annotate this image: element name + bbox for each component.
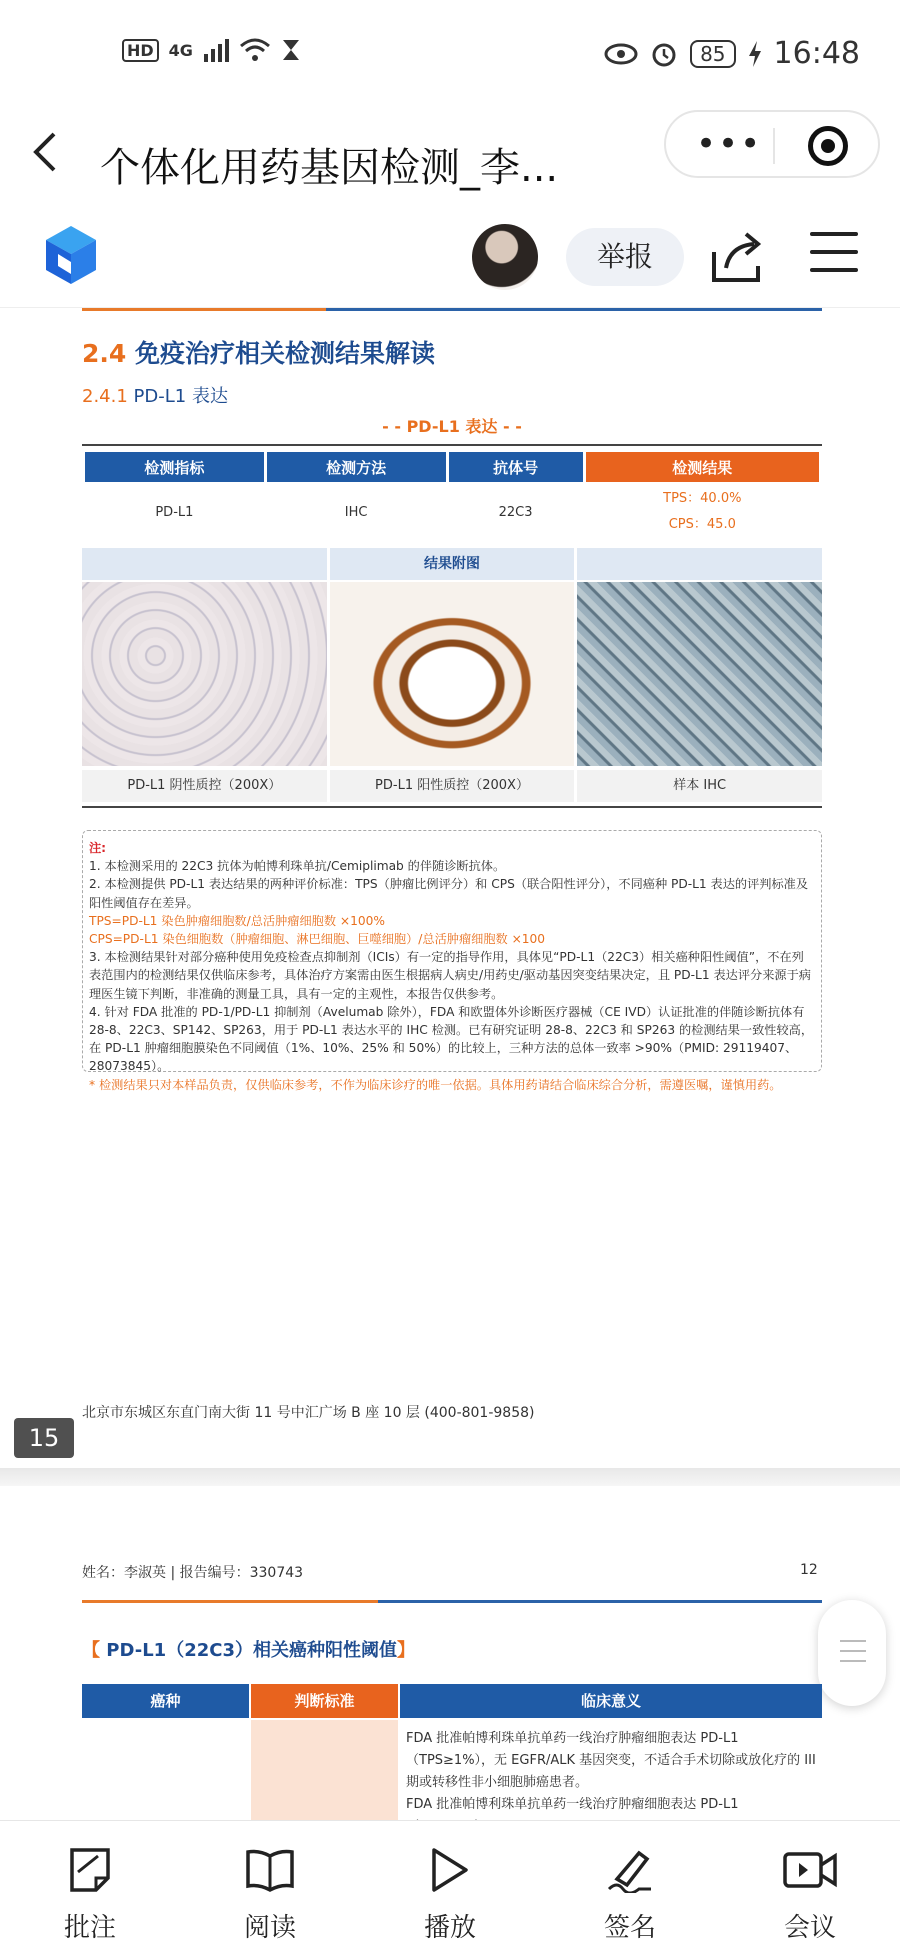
table-header: 抗体号: [449, 452, 583, 482]
bottom-toolbar: [0, 1820, 900, 1950]
cps-formula: CPS=PD-L1 染色细胞数（肿瘤细胞、淋巴细胞、巨噬细胞）/总活肿瘤细胞数 ×100: [89, 932, 546, 947]
hd-badge: HD: [122, 39, 159, 62]
status-right: [604, 36, 860, 71]
table-header: 癌种: [82, 1684, 249, 1718]
subsection-number: 2.4.1: [82, 386, 128, 407]
hourglass-icon: [281, 38, 301, 62]
page-separator: [0, 1468, 900, 1486]
clinical-text: FDA 批准帕博利珠单抗单药一线治疗肿瘤细胞表达 PD-L1（TPS≥1%），无 EGFR/ALK 基因突变，不适合手术切除或放化疗的 III 期或转移性非小细胞肺癌患者。: [406, 1731, 816, 1790]
page2-number: 12: [800, 1562, 818, 1578]
status-bar: [0, 0, 900, 110]
page-number-badge: 15: [14, 1418, 74, 1458]
toolbar-label: 播放: [423, 1913, 476, 1943]
table-header: 判断标准: [251, 1684, 398, 1718]
page-title: 个体化用药基因检测_李...: [100, 145, 559, 191]
page2-title-text: PD-L1（22C3）相关癌种阳性阈值: [100, 1640, 397, 1661]
battery-level: 85: [690, 40, 735, 68]
table-row: [85, 482, 819, 542]
figure-images: [82, 582, 822, 766]
cps-result: CPS：45.0: [668, 517, 736, 532]
result-cell: [586, 482, 819, 542]
title-bar: [0, 110, 900, 210]
wifi-icon: [239, 38, 271, 62]
divider: [82, 806, 822, 808]
figure-header-blank: [577, 548, 822, 580]
figure-header-row: [82, 548, 822, 580]
close-miniprogram-button[interactable]: [808, 126, 848, 166]
header-rule: [82, 1600, 822, 1603]
figure-captions: [82, 770, 822, 802]
report-button[interactable]: 举报: [566, 228, 684, 286]
alarm-icon: [650, 40, 678, 68]
header-rule: [82, 308, 822, 311]
section-title: [82, 334, 435, 370]
table-caption: - - PD-L1 表达 - -: [382, 417, 522, 436]
network-label: 4G: [168, 40, 193, 60]
sample-ihc-image: [577, 582, 822, 766]
subsection-title-text: PD-L1 表达: [133, 386, 228, 407]
app-logo: [42, 224, 100, 286]
toolbar-meeting[interactable]: [720, 1821, 900, 1950]
note-item: 1. 本检测采用的 22C3 抗体为帕博利珠单抗/Cemiplimab 的伴随诊断抗体。: [89, 859, 506, 874]
document-view[interactable]: [0, 308, 900, 1812]
positive-control-image: [330, 582, 575, 766]
toolbar-sign[interactable]: [540, 1821, 720, 1950]
chevron-left-icon: [30, 130, 60, 174]
toolbar-label: 阅读: [243, 1913, 296, 1943]
toolbar-annotate[interactable]: [0, 1821, 180, 1950]
menu-button[interactable]: [810, 232, 858, 280]
page2-title: [82, 1636, 415, 1662]
pdl1-result-table: [82, 452, 822, 542]
clinical-text: FDA 批准帕博利珠单抗单药一线治疗肿瘤细胞表达 PD-L1: [406, 1797, 739, 1812]
eye-icon: [604, 43, 638, 65]
bracket: 【: [82, 1640, 100, 1661]
footer-address: 北京市东城区东直门南大街 11 号中汇广场 B 座 10 层 (400-801-9858): [82, 1405, 535, 1421]
subsection-title: [82, 382, 228, 408]
capsule-divider: [773, 128, 775, 164]
play-icon: [430, 1847, 470, 1893]
back-button[interactable]: [30, 130, 60, 186]
toolbar-read[interactable]: [180, 1821, 360, 1950]
annotate-icon: [68, 1846, 112, 1894]
status-left: [122, 38, 301, 62]
avatar[interactable]: [472, 224, 538, 290]
note-item: 2. 本检测提供 PD-L1 表达结果的两种评价标准：TPS（肿瘤比例评分）和 CPS（联合阳性评分），不同癌种 PD-L1 表达的评判标准及阳性阈值存在差异。: [89, 877, 809, 910]
page2-header: 姓名：李淑英 | 报告编号：330743: [82, 1565, 304, 1581]
clock: 16:48: [773, 36, 860, 71]
signal-icon: [203, 38, 229, 62]
notes-box: [82, 830, 822, 1092]
figure-caption: PD-L1 阳性质控（200X）: [330, 770, 575, 802]
table-header: 检测方法: [267, 452, 446, 482]
section-number: 2.4: [82, 339, 127, 368]
note-item: 3. 本检测结果针对部分癌种使用免疫检查点抑制剂（ICIs）有一定的指导作用，具体见“PD-L1（22C3）相关癌种阳性阈值”，不在列表范围内的检测结果仅供临床参考，具体治疗方案需由医生根据病人病史/用药史/驱动基因突变结果决定，且 PD-L1 表达评分来源于病理医生镜下判断，非准确的测量工具，具有一定的主观性，本报告仅供参考。: [89, 950, 811, 1001]
share-icon[interactable]: [708, 226, 764, 286]
figure-header: 结果附图: [330, 548, 575, 580]
note-item: 4. 针对 FDA 批准的 PD-1/PD-L1 抑制剂（Avelumab 除外），FDA 和欧盟体外诊断医疗器械（CE IVD）认证批准的伴随诊断抗体有 28-8、22C3、SP142、SP263，用于 PD-L1 表达水平的 IHC 检测。已有研究证明 28-8、22C3 和 SP263 的检测结果一致性较高，在 PD-L1 肿瘤细胞膜染色不同阈值（1%、10%、25% 和 50%）的比较上，三种方法的总体一致率 >90%（PMID: 29119407、28073845）。: [89, 1004, 814, 1074]
table-header: 检测结果: [586, 452, 819, 482]
negative-control-image: [82, 582, 327, 766]
table-cell: 22C3: [498, 504, 533, 520]
toolbar-label: 会议: [783, 1913, 836, 1943]
table-header-row: [85, 452, 819, 482]
video-meeting-icon: [782, 1850, 838, 1890]
table-header: 临床意义: [400, 1684, 822, 1718]
book-icon: [245, 1848, 295, 1892]
table-header: 检测指标: [85, 452, 264, 482]
tps-result: TPS：40.0%: [663, 491, 742, 506]
toolbar-label: 签名: [603, 1913, 656, 1943]
divider: [82, 444, 822, 446]
table-cell: IHC: [344, 504, 368, 520]
tps-formula: TPS=PD-L1 染色肿瘤细胞数/总活肿瘤细胞数 ×100%: [89, 913, 385, 928]
threshold-table-header: [82, 1684, 822, 1718]
charging-icon: [748, 41, 762, 67]
table-cell: PD-L1: [155, 504, 194, 520]
toolbar-play[interactable]: [360, 1821, 540, 1950]
figure-header-blank: [82, 548, 327, 580]
bracket: 】: [396, 1640, 415, 1661]
sign-pen-icon: [605, 1847, 655, 1893]
figure-caption: PD-L1 阴性质控（200X）: [82, 770, 327, 802]
figure-caption: 样本 IHC: [577, 770, 822, 802]
mini-program-capsule: [664, 110, 880, 178]
toolbar-label: 批注: [63, 1913, 116, 1943]
section-title-text: 免疫治疗相关检测结果解读: [135, 339, 436, 368]
disclaimer: * 检测结果只对本样品负责，仅供临床参考，不作为临床诊疗的唯一依据。具体用药请结合临床综合分析，需遵医嘱，谨慎用药。: [89, 1077, 782, 1092]
app-header: [0, 210, 900, 308]
notes-heading: 注:: [89, 841, 107, 855]
more-options-button[interactable]: •••: [696, 124, 763, 164]
scroll-handle[interactable]: [818, 1600, 886, 1706]
